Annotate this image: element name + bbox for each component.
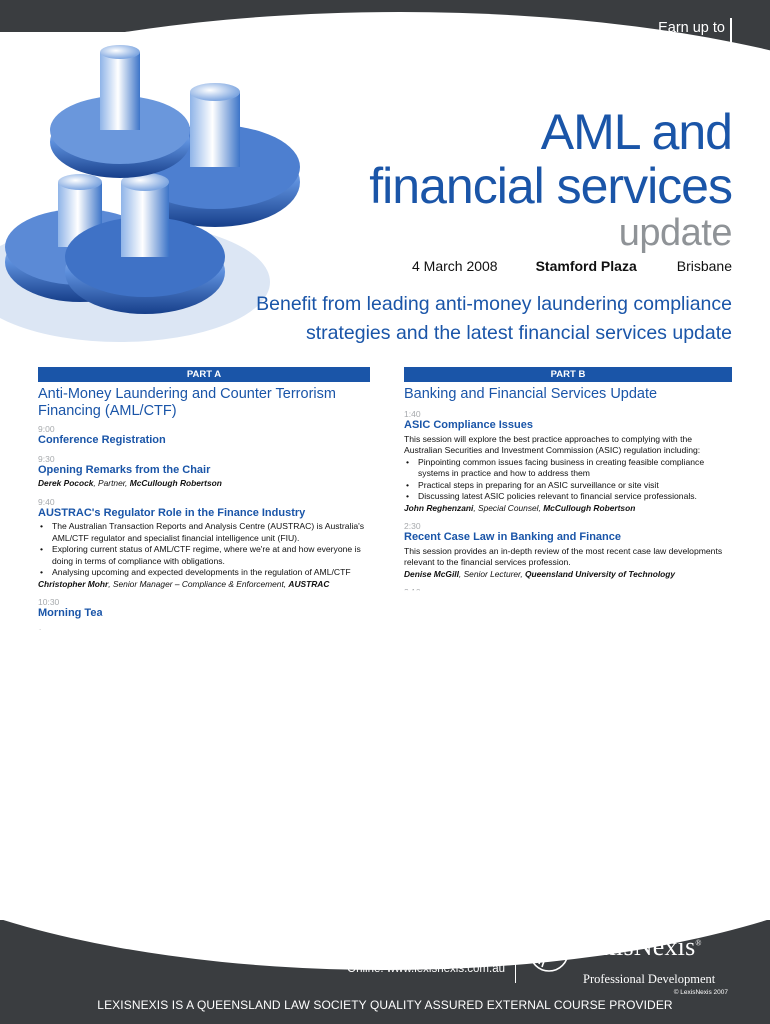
bullet-item: • Discussing latest ASIC policies relevant to financial service professionals. xyxy=(404,491,732,503)
part-b-title: Banking and Financial Services Update xyxy=(404,386,658,402)
bullet-item: • Pinpointing common issues facing business in creating feasible compliance systems in practice and how to address them xyxy=(404,457,732,480)
session-title: AUSTRAC's Regulator Role in the Finance Industry xyxy=(38,506,306,519)
session-time: 10:30 xyxy=(38,597,60,607)
part-a-bar: PART A xyxy=(38,367,370,382)
session-title: Conference Registration xyxy=(38,434,166,446)
session-time: 2:30 xyxy=(404,521,421,531)
bullet-item: • Practical steps in preparing for an ASIC surveillance or site visit xyxy=(404,480,732,492)
session-item xyxy=(38,497,370,591)
bullet-item: • Exploring current status of AML/CTF regime, where we're at and how everyone is doing in terms of compliance with obligations. xyxy=(38,544,370,567)
event-venue: Stamford Plaza xyxy=(535,258,637,274)
subhead-line-2: strategies and the latest financial services update xyxy=(305,322,732,344)
cpd-line-1: Earn up to xyxy=(658,20,725,36)
title-line-1: AML and xyxy=(540,104,732,160)
session-time: 1:40 xyxy=(404,409,421,419)
session-time: 9:30 xyxy=(38,453,55,464)
session-speaker: Derek Pocock, Partner, McCullough Robertson xyxy=(38,478,222,488)
session-bullets xyxy=(404,457,732,503)
brand-division: Professional Development xyxy=(583,972,716,986)
session-bullets xyxy=(38,521,370,579)
provider-tagline: LEXISNEXIS IS A QUEENSLAND LAW SOCIETY QUALITY ASSURED EXTERNAL COURSE PROVIDER xyxy=(97,998,673,1012)
cpd-line-2: 6 CPD points! xyxy=(635,40,725,56)
copyright-notice: © LexisNexis 2007 xyxy=(673,989,728,996)
contact-online: Online: www.lexisnexis.com.au xyxy=(347,963,505,975)
session-description: This session will explore the best practice approaches to complying with the Australian Securities and Investment Commission (ASIC) regulation including: xyxy=(404,433,701,455)
contact-phone: Phone: 1800 772 772 xyxy=(395,935,505,947)
session-item xyxy=(404,521,732,580)
subhead-line-1: Benefit from leading anti-money laundering compliance xyxy=(256,293,732,315)
bullet-item: • The Australian Transaction Reports and Analysis Centre (AUSTRAC) is Australia's AML/CTF regulator and specialist financial intelligence unit (FIU). xyxy=(38,521,370,544)
session-item xyxy=(38,424,370,447)
footer-divider xyxy=(515,928,516,983)
cpd-callout xyxy=(636,18,725,58)
session-title: Opening Remarks from the Chair xyxy=(38,463,211,476)
event-details xyxy=(412,258,732,274)
session-title: ASIC Compliance Issues xyxy=(404,419,533,431)
event-city: Brisbane xyxy=(676,258,732,274)
session-speaker: John Reghenzani, Special Counsel, McCullough Robertson xyxy=(404,502,636,513)
session-description: This session provides an in-depth review of the most recent case law developments relevant to the financial services profession. xyxy=(404,545,723,567)
part-b-bar: PART B xyxy=(404,367,732,382)
event-date: 4 March 2008 xyxy=(411,258,498,274)
lexisnexis-emblem-icon xyxy=(527,930,571,974)
session-title: Morning Tea xyxy=(38,607,103,619)
session-item xyxy=(38,454,370,490)
event-subheading xyxy=(172,290,732,348)
session-speaker: Denise McGill, Senior Lecturer, Queensland University of Technology xyxy=(404,568,676,579)
session-title: Recent Case Law in Banking and Finance xyxy=(404,531,621,543)
brand-name: LexisNexis® xyxy=(575,932,702,961)
session-speaker: Christopher Mohr, Senior Manager – Compliance & Enforcement, AUSTRAC xyxy=(38,578,330,589)
part-a-title: Anti-Money Laundering and Counter Terrorism Financing (AML/CTF) xyxy=(38,386,336,419)
session-time: 9:00 xyxy=(38,424,55,434)
contact-fax: Fax: (02) 9422 2338 xyxy=(401,949,505,961)
cpd-divider xyxy=(730,18,732,60)
session-item xyxy=(404,409,732,514)
title-line-2: financial services xyxy=(369,158,732,214)
title-line-3: update xyxy=(618,212,732,254)
event-title xyxy=(369,105,732,253)
session-time: 9:40 xyxy=(38,496,55,507)
contact-details xyxy=(347,934,505,976)
bullet-item: • Analysing upcoming and expected developments in the regulation of AML/CTF xyxy=(38,567,370,579)
